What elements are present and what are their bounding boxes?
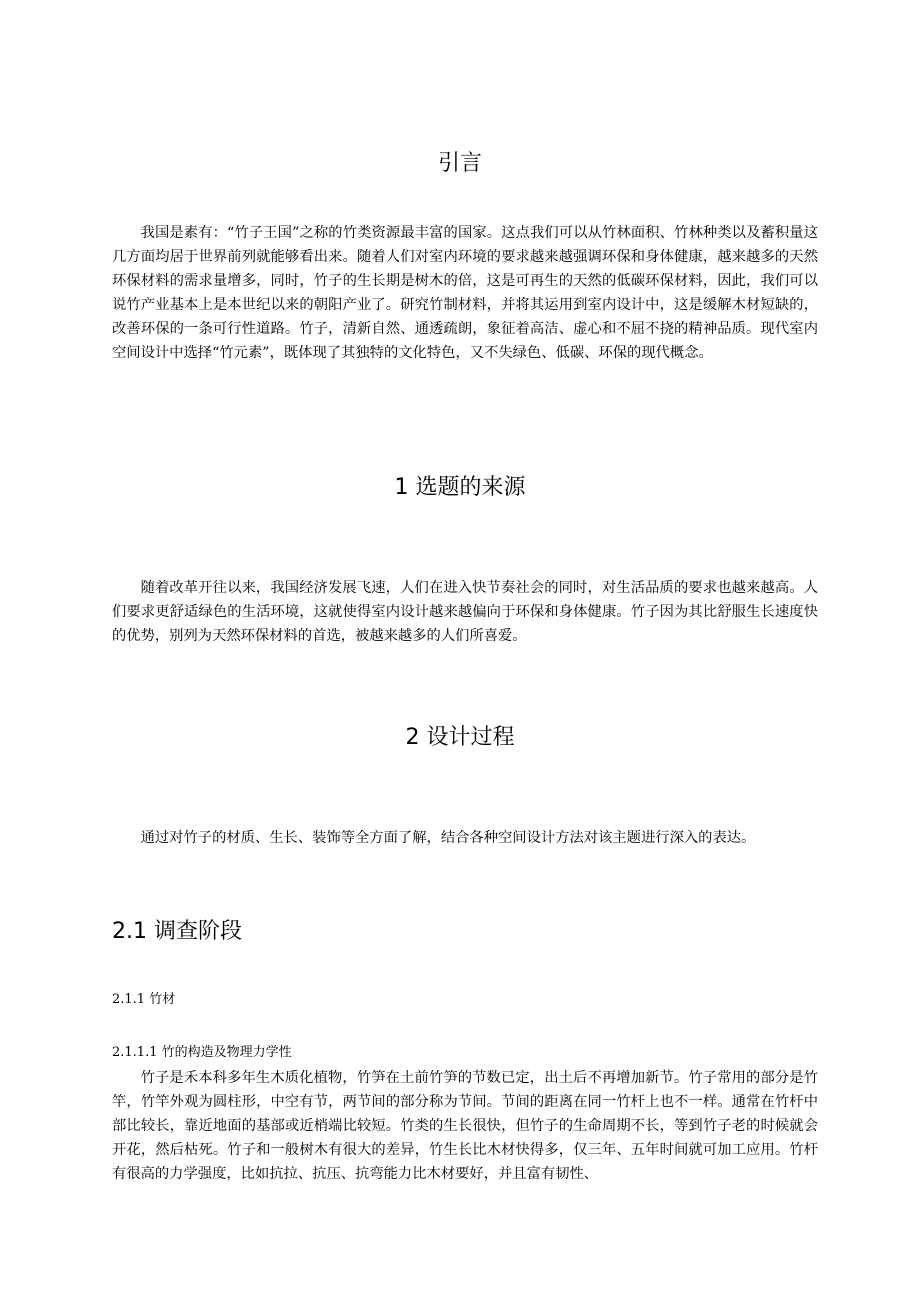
section1-heading: 1 选题的来源: [394, 475, 526, 500]
section2-paragraph: 通过对竹子的材质、生长、装饰等全方面了解，结合各种空间设计方法对该主题进行深入的表达。: [140, 830, 756, 846]
intro-heading: 引言: [437, 151, 482, 176]
section2-1-1-1-heading: 2.1.1.1 竹的构造及物理力学性: [112, 1045, 292, 1060]
section2-1-heading: 2.1 调查阶段: [112, 919, 242, 944]
section2-1-paragraph: 竹子是禾本科多年生木质化植物，竹笋在土前竹笋的节数已定，出土后不再增加新节。竹子常用的部分是竹竿，竹竿外观为圆柱形，中空有节，两节间的部分称为节间。节间的距离在同一竹杆上也不一样。通常在竹杆中部比较长，靠近地面的基部或近梢端比较短。竹类的生长很快，但竹子的生命周期不长，等到竹子老的时候就会开花，然后枯死。竹子和一般树木有很大的差异，竹生长比木材快得多，仅三年、五年时间就可加工应用。竹杆有很高的力学强度，比如抗拉、抗压、抗弯能力比木材要好，并且富有韧性、: [112, 1070, 818, 1182]
section2-1-1-heading: 2.1.1 竹材: [112, 992, 176, 1007]
intro-paragraph: 我国是素有：“竹子王国”之称的竹类资源最丰富的国家。这点我们可以从竹林面积、竹林种类以及蓄积量这几方面均居于世界前列就能够看出来。随着人们对室内环境的要求越来越强调环保和身体健康，越来越多的天然环保材料的需求量增多，同时，竹子的生长期是树木的倍，这是可再生的天然的低碳环保材料，因此，我们可以说竹产业基本上是本世纪以来的朝阳产业了。研究竹制材料，并将其运用到室内设计中，这是缓解木材短缺的，改善环保的一条可行性道路。竹子，清新自然、通透疏朗，象征着高洁、虚心和不屈不挠的精神品质。现代室内空间设计中选择“竹元素”，既体现了其独特的文化特色，又不失绿色、低碳、环保的现代概念。: [112, 225, 818, 361]
section1-paragraph: 随着改革开往以来，我国经济发展飞速，人们在进入快节奏社会的同时，对生活品质的要求也越来越高。人们要求更舒适绿色的生活环境，这就使得室内设计越来越偏向于环保和身体健康。竹子因为其比舒服生长速度快的优势，别列为天然环保材料的首选，被越来越多的人们所喜爱。: [112, 580, 818, 644]
section2-heading: 2 设计过程: [405, 725, 515, 750]
